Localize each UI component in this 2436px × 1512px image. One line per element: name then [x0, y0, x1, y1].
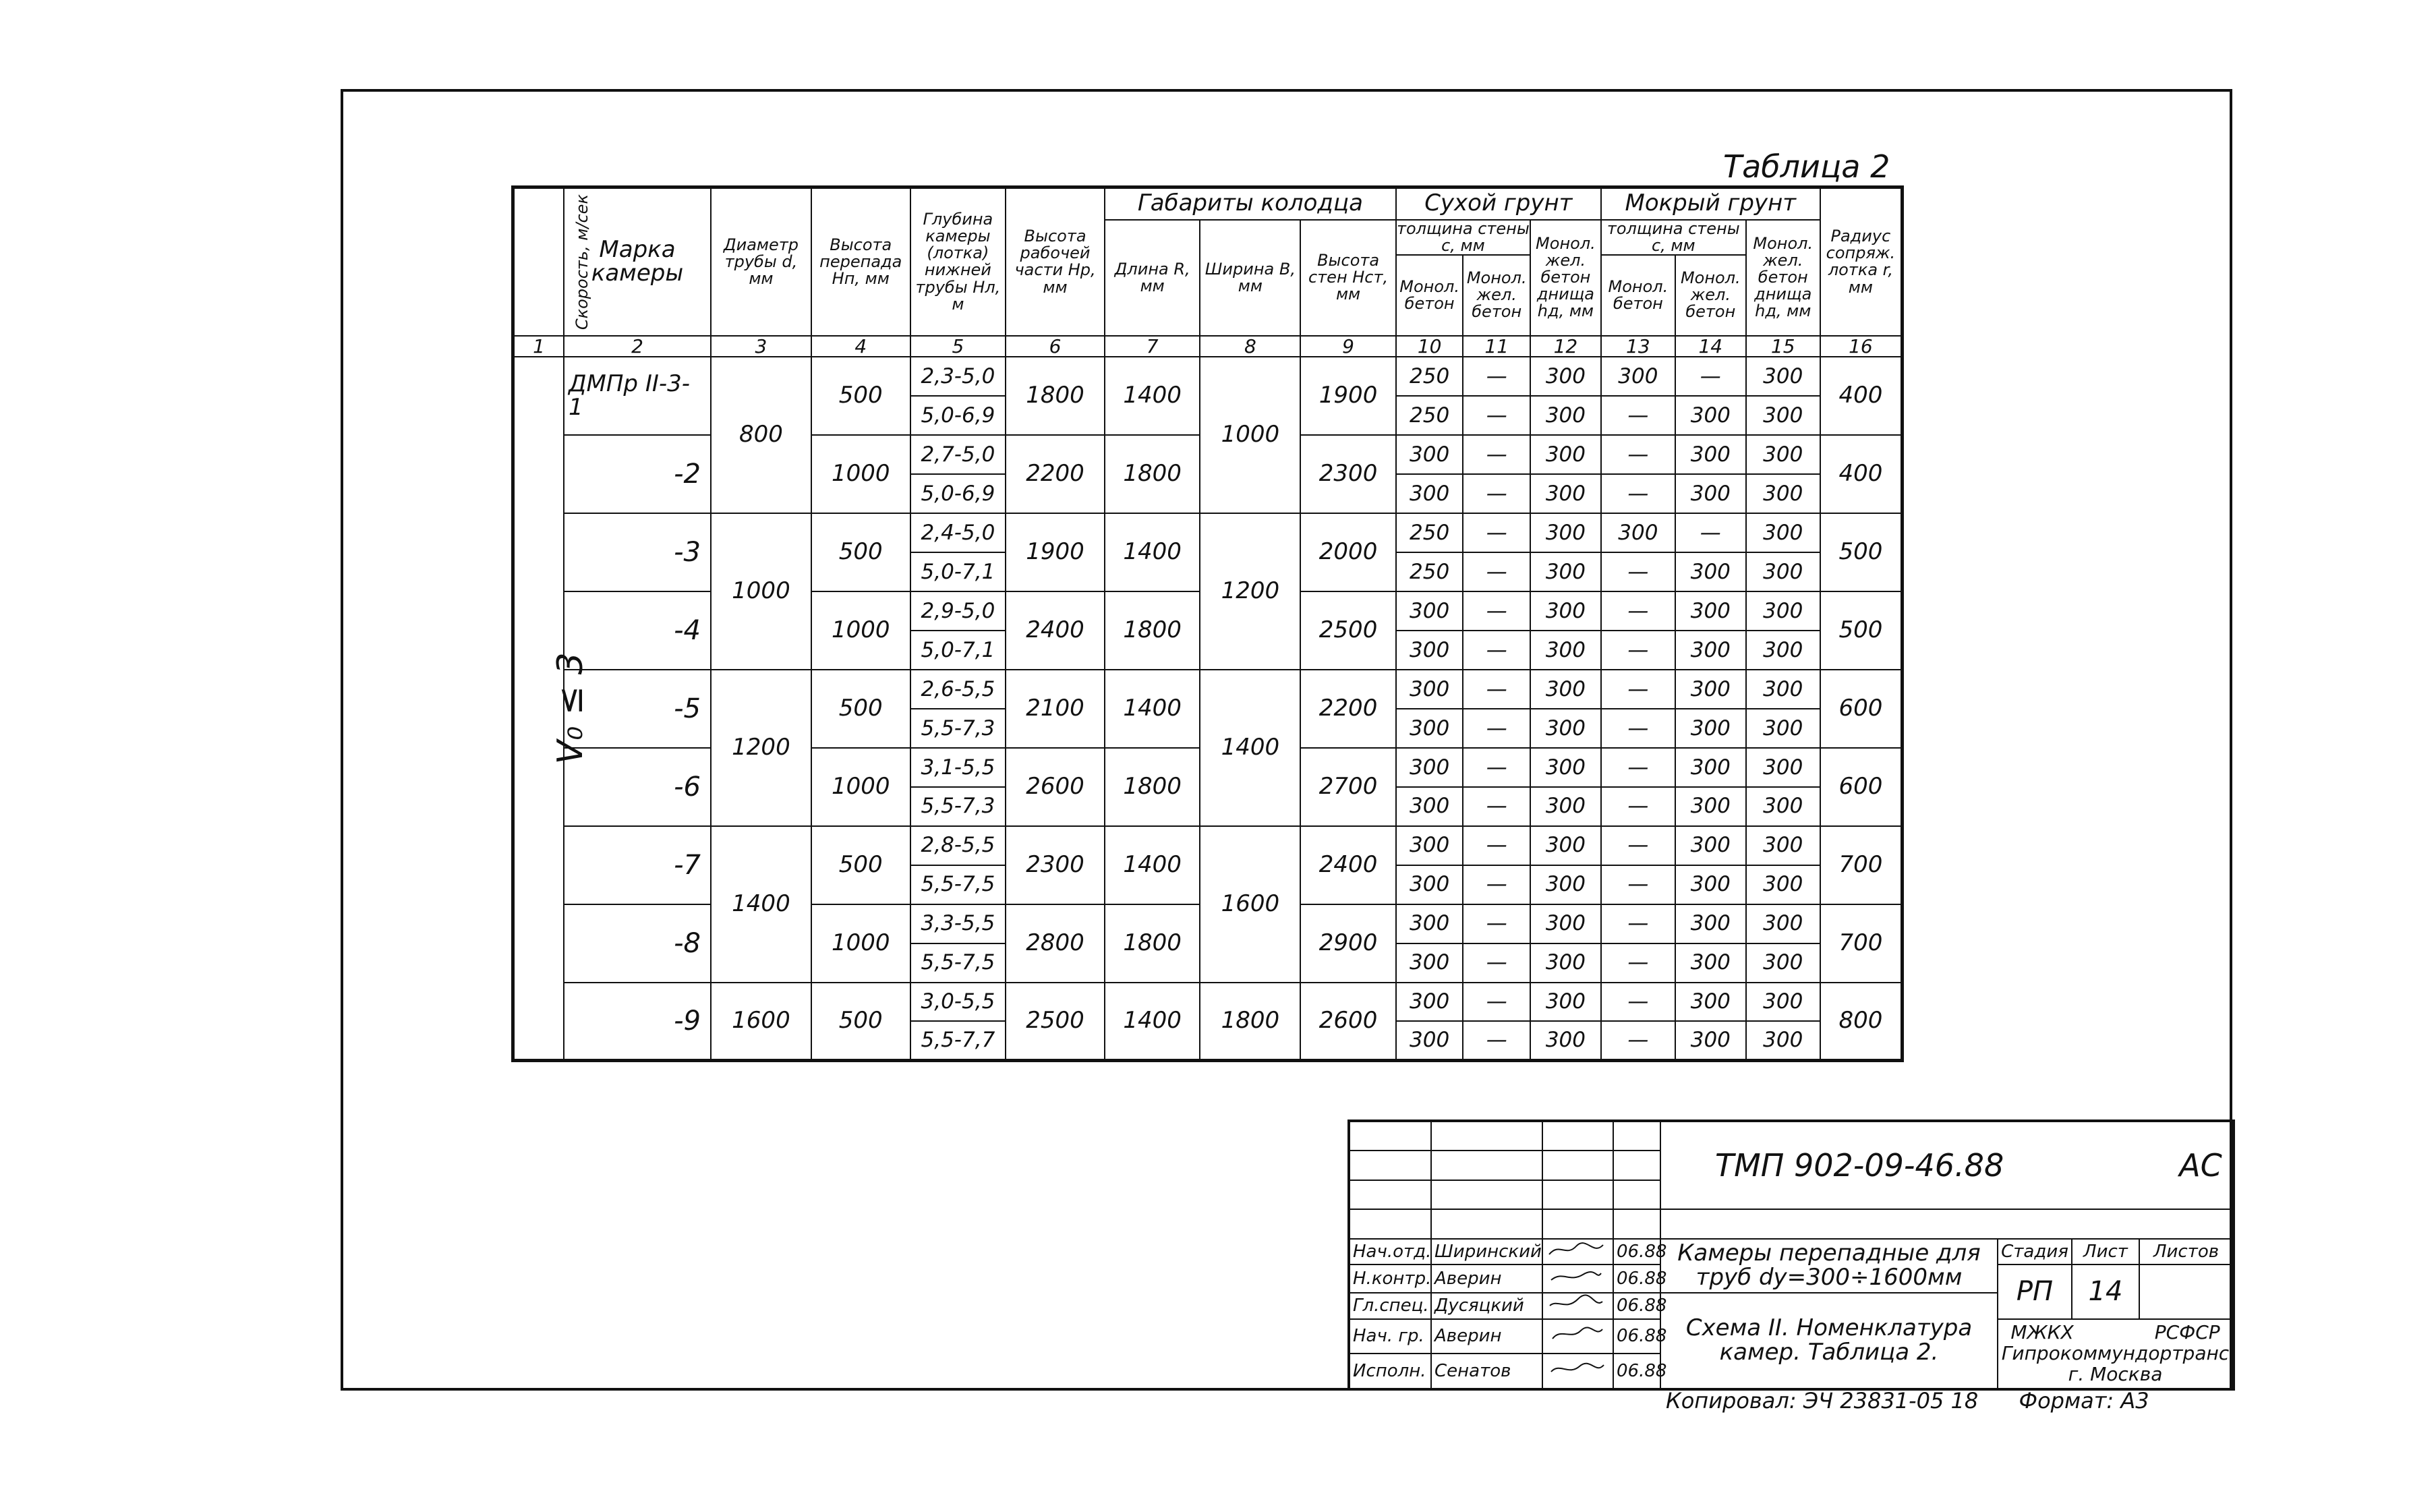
date-1: 06.88 [1613, 1239, 1660, 1264]
date-2: 06.88 [1613, 1264, 1660, 1293]
wet-soil-value: — [1601, 1021, 1675, 1060]
wet-soil-value: 300 [1746, 787, 1820, 826]
wet-soil-value: 300 [1675, 435, 1746, 474]
document-name-1: Камеры перепадные для труб dy=300÷1600мм [1660, 1239, 1998, 1293]
signature-3 [1542, 1293, 1613, 1318]
work-height: 2500 [1006, 983, 1105, 1061]
wet-soil-value: 300 [1746, 904, 1820, 943]
wet-soil-value: — [1601, 787, 1675, 826]
sheets-header: Листов [2139, 1239, 2234, 1264]
dry-soil-value: — [1463, 474, 1530, 513]
camera-mark: -3 [564, 513, 711, 591]
dry-soil-value: 300 [1530, 552, 1601, 591]
wet-soil-value: 300 [1746, 631, 1820, 670]
work-height: 2100 [1006, 670, 1105, 748]
wet-soil-value: 300 [1746, 1021, 1820, 1060]
tray-depth: 5,0-6,9 [910, 396, 1006, 435]
well-length: 1400 [1105, 357, 1200, 435]
tray-depth: 5,0-6,9 [910, 474, 1006, 513]
well-length: 1400 [1105, 983, 1200, 1061]
dry-soil-value: 300 [1530, 357, 1601, 396]
name-1: Ширинский [1431, 1239, 1542, 1264]
role-4: Нач. гр. [1349, 1319, 1431, 1354]
wet-soil-value: — [1601, 983, 1675, 1022]
wall-height: 2600 [1300, 983, 1396, 1061]
well-width: 1600 [1200, 826, 1300, 983]
header-dry-concrete: Монол. бетон [1396, 255, 1463, 336]
footer [1666, 1388, 2149, 1414]
tray-depth: 5,0-7,1 [910, 552, 1006, 591]
header-width: Ширина В, мм [1200, 220, 1300, 336]
pipe-diameter: 800 [711, 357, 811, 513]
wet-soil-value: 300 [1746, 591, 1820, 631]
dry-soil-value: 300 [1530, 943, 1601, 983]
dry-soil-value: — [1463, 787, 1530, 826]
tray-depth: 2,9-5,0 [910, 591, 1006, 631]
wet-soil-value: — [1675, 357, 1746, 396]
copied-by: Копировал: ЭЧ 23831-05 18 [1666, 1388, 1979, 1414]
header-radius: Радиус сопряж. лотка r, мм [1820, 187, 1903, 336]
work-height: 1800 [1006, 357, 1105, 435]
drop-height: 500 [811, 670, 910, 748]
date-3: 06.88 [1613, 1293, 1660, 1318]
dry-soil-value: 300 [1530, 591, 1601, 631]
tray-radius: 600 [1820, 670, 1903, 748]
well-length: 1800 [1105, 591, 1200, 670]
wet-soil-value: 300 [1675, 396, 1746, 435]
header-dry-soil: Сухой грунт [1396, 187, 1601, 220]
well-width: 1400 [1200, 670, 1300, 826]
document-name-2: Схема II. Номенклатура камер. Таблица 2. [1660, 1293, 1998, 1389]
tray-depth: 2,3-5,0 [910, 357, 1006, 396]
date-5: 06.88 [1613, 1354, 1660, 1389]
drop-height: 500 [811, 513, 910, 591]
role-3: Гл.спец. [1349, 1293, 1431, 1318]
format-label: Формат: А3 [2019, 1388, 2149, 1414]
signature-5 [1542, 1354, 1613, 1389]
tray-depth: 5,5-7,3 [910, 787, 1006, 826]
header-depth: Глубина камеры (лотка) нижней трубы Нл, м [910, 187, 1006, 336]
wall-height: 2500 [1300, 591, 1396, 670]
header-mark: Марка камеры [564, 187, 711, 336]
wet-soil-value: 300 [1746, 826, 1820, 865]
camera-mark: -2 [564, 435, 711, 513]
role-1: Нач.отд. [1349, 1239, 1431, 1264]
table-row [513, 357, 1903, 396]
dry-soil-value: — [1463, 983, 1530, 1022]
wet-soil-value: — [1601, 552, 1675, 591]
work-height: 2200 [1006, 435, 1105, 513]
wet-soil-value: 300 [1675, 865, 1746, 904]
table-row [513, 983, 1903, 1022]
organization: МЖКХ РСФСР Гипрокоммундортранс г. Москва [1998, 1319, 2234, 1389]
wet-soil-value: — [1601, 631, 1675, 670]
tray-radius: 500 [1820, 591, 1903, 670]
stage-value: РП [1998, 1264, 2072, 1318]
tray-depth: 5,0-7,1 [910, 631, 1006, 670]
dry-soil-value: — [1463, 670, 1530, 709]
tray-depth: 2,8-5,5 [910, 826, 1006, 865]
wet-soil-value: 300 [1675, 787, 1746, 826]
dry-soil-value: 250 [1396, 396, 1463, 435]
wet-soil-value: — [1601, 943, 1675, 983]
wet-soil-value: 300 [1675, 631, 1746, 670]
role-2: Н.контр. [1349, 1264, 1431, 1293]
camera-mark: ДМПр II-3-1 [564, 357, 711, 435]
dry-soil-value: 300 [1396, 787, 1463, 826]
header-wet-wall-thickness: толщина стены с, мм [1601, 220, 1746, 255]
tray-depth: 5,5-7,5 [910, 943, 1006, 983]
well-length: 1800 [1105, 904, 1200, 983]
dry-soil-value: 300 [1396, 748, 1463, 787]
wet-soil-value: — [1601, 591, 1675, 631]
wet-soil-value: 300 [1675, 1021, 1746, 1060]
wall-height: 2900 [1300, 904, 1396, 983]
stage-header: Стадия [1998, 1239, 2072, 1264]
table-row [513, 670, 1903, 709]
dry-soil-value: 300 [1530, 435, 1601, 474]
dry-soil-value: — [1463, 826, 1530, 865]
tray-depth: 2,7-5,0 [910, 435, 1006, 474]
dry-soil-value: — [1463, 748, 1530, 787]
tray-depth: 5,5-7,7 [910, 1021, 1006, 1060]
dry-soil-value: 300 [1530, 513, 1601, 552]
camera-mark: -7 [564, 826, 711, 904]
work-height: 2600 [1006, 748, 1105, 826]
signature-1 [1542, 1239, 1613, 1264]
dry-soil-value: — [1463, 552, 1530, 591]
wet-soil-value: — [1601, 435, 1675, 474]
wall-height: 2700 [1300, 748, 1396, 826]
title-block [1347, 1120, 2235, 1391]
dry-soil-value: — [1463, 591, 1530, 631]
pipe-diameter: 1000 [711, 513, 811, 670]
wall-height: 1900 [1300, 357, 1396, 435]
tray-radius: 600 [1820, 748, 1903, 826]
wet-soil-value: 300 [1675, 670, 1746, 709]
wet-soil-value: 300 [1675, 474, 1746, 513]
wet-soil-value: — [1601, 865, 1675, 904]
pipe-diameter: 1200 [711, 670, 811, 826]
header-diameter: Диаметр трубы d, мм [711, 187, 811, 336]
dry-soil-value: 300 [1396, 591, 1463, 631]
table-row [513, 826, 1903, 865]
well-length: 1400 [1105, 513, 1200, 591]
wet-soil-value: 300 [1746, 709, 1820, 748]
drop-height: 1000 [811, 904, 910, 983]
wet-soil-value: 300 [1746, 748, 1820, 787]
well-width: 1000 [1200, 357, 1300, 513]
dry-soil-value: — [1463, 904, 1530, 943]
dry-soil-value: 250 [1396, 513, 1463, 552]
work-height: 2800 [1006, 904, 1105, 983]
wet-soil-value: — [1601, 904, 1675, 943]
wet-soil-value: 300 [1675, 943, 1746, 983]
work-height: 2300 [1006, 826, 1105, 904]
tray-radius: 400 [1820, 435, 1903, 513]
dry-soil-value: 300 [1396, 826, 1463, 865]
header-dry-rc: Монол. жел. бетон [1463, 255, 1530, 336]
camera-mark: -9 [564, 983, 711, 1061]
wall-height: 2300 [1300, 435, 1396, 513]
well-width: 1200 [1200, 513, 1300, 670]
well-length: 1800 [1105, 748, 1200, 826]
wet-soil-value: — [1601, 826, 1675, 865]
header-wall-height: Высота стен Нст, мм [1300, 220, 1396, 336]
header-wet-bottom: Монол. жел. бетон днища hд, мм [1746, 220, 1820, 336]
well-length: 1800 [1105, 435, 1200, 513]
column-number-row: 1 2 3 4 5 6 7 8 9 10 11 12 13 14 15 16 [513, 336, 1903, 357]
wet-soil-value: — [1601, 709, 1675, 748]
wet-soil-value: 300 [1675, 826, 1746, 865]
wet-soil-value: — [1601, 670, 1675, 709]
camera-mark: -6 [564, 748, 711, 826]
dry-soil-value: 250 [1396, 552, 1463, 591]
dry-soil-value: — [1463, 709, 1530, 748]
sheet-header: Лист [2072, 1239, 2139, 1264]
header-wet-rc: Монол. жел. бетон [1675, 255, 1746, 336]
wall-height: 2200 [1300, 670, 1396, 748]
tray-radius: 700 [1820, 826, 1903, 904]
dry-soil-value: 300 [1396, 631, 1463, 670]
wet-soil-value: 300 [1675, 591, 1746, 631]
header-wet-concrete: Монол. бетон [1601, 255, 1675, 336]
header-drop-height: Высота перепада Нп, мм [811, 187, 910, 336]
wet-soil-value: 300 [1746, 670, 1820, 709]
dry-soil-value: 300 [1530, 787, 1601, 826]
tray-depth: 3,3-5,5 [910, 904, 1006, 943]
header-length: Длина R, мм [1105, 220, 1200, 336]
date-4: 06.88 [1613, 1319, 1660, 1354]
tray-radius: 500 [1820, 513, 1903, 591]
header-dry-wall-thickness: толщина стены с, мм [1397, 219, 1530, 255]
tray-depth: 3,0-5,5 [910, 983, 1006, 1022]
dry-soil-value: 300 [1396, 943, 1463, 983]
camera-mark: -8 [564, 904, 711, 983]
header-speed: Скорость, м/сек [513, 187, 564, 336]
wet-soil-value: 300 [1746, 552, 1820, 591]
dry-soil-value: 300 [1396, 474, 1463, 513]
pipe-diameter: 1400 [711, 826, 811, 983]
wet-soil-value: 300 [1675, 983, 1746, 1022]
header-dimensions: Габариты колодца [1105, 187, 1396, 220]
dry-soil-value: — [1463, 1021, 1530, 1060]
tray-depth: 2,4-5,0 [910, 513, 1006, 552]
dry-soil-value: 300 [1530, 474, 1601, 513]
dry-soil-value: 300 [1396, 1021, 1463, 1060]
dry-soil-value: 300 [1530, 396, 1601, 435]
wet-soil-value: 300 [1746, 435, 1820, 474]
dry-soil-value: 300 [1396, 865, 1463, 904]
wet-soil-value: 300 [1601, 357, 1675, 396]
wet-soil-value: 300 [1746, 396, 1820, 435]
dry-soil-value: 300 [1530, 709, 1601, 748]
dry-soil-value: 300 [1530, 1021, 1601, 1060]
dry-soil-value: 300 [1530, 865, 1601, 904]
wall-height: 2000 [1300, 513, 1396, 591]
table-caption: Таблица 2 [1723, 148, 1890, 185]
dry-soil-value: — [1463, 357, 1530, 396]
well-length: 1400 [1105, 826, 1200, 904]
tray-radius: 700 [1820, 904, 1903, 983]
wet-soil-value: 300 [1746, 474, 1820, 513]
wet-soil-value: 300 [1675, 904, 1746, 943]
wet-soil-value: — [1675, 513, 1746, 552]
header-dry-bottom: Монол. жел. бетон днища hд, мм [1530, 220, 1601, 336]
tray-radius: 800 [1820, 983, 1903, 1061]
dry-soil-value: — [1463, 865, 1530, 904]
dry-soil-value: — [1463, 396, 1530, 435]
dry-soil-value: 300 [1396, 709, 1463, 748]
dry-soil-value: — [1463, 943, 1530, 983]
tray-depth: 3,1-5,5 [910, 748, 1006, 787]
dry-soil-value: 300 [1396, 670, 1463, 709]
wall-height: 2400 [1300, 826, 1396, 904]
dry-soil-value: 300 [1530, 983, 1601, 1022]
speed-label: V₀ ≤ 3 [550, 652, 591, 765]
wet-soil-value: 300 [1746, 865, 1820, 904]
well-width: 1800 [1200, 983, 1300, 1061]
signature-4 [1542, 1319, 1613, 1354]
name-3: Дусяцкий [1431, 1293, 1542, 1318]
drop-height: 1000 [811, 435, 910, 513]
wet-soil-value: 300 [1746, 357, 1820, 396]
work-height: 2400 [1006, 591, 1105, 670]
sheet-value: 14 [2072, 1264, 2139, 1318]
speed-cell [513, 357, 591, 1060]
name-2: Аверин [1431, 1264, 1542, 1293]
tray-depth: 2,6-5,5 [910, 670, 1006, 709]
chamber-nomenclature-table [511, 185, 1904, 1062]
dry-soil-value: 300 [1530, 904, 1601, 943]
dry-soil-value: — [1463, 435, 1530, 474]
camera-mark: -5 [564, 670, 711, 748]
tray-depth: 5,5-7,3 [910, 709, 1006, 748]
drop-height: 500 [811, 357, 910, 435]
work-height: 1900 [1006, 513, 1105, 591]
pipe-diameter: 1600 [711, 983, 811, 1061]
drop-height: 1000 [811, 591, 910, 670]
wet-soil-value: — [1601, 748, 1675, 787]
name-4: Аверин [1431, 1319, 1542, 1354]
header-wet-soil: Мокрый грунт [1601, 187, 1820, 220]
drop-height: 1000 [811, 748, 910, 826]
wet-soil-value: — [1601, 474, 1675, 513]
role-5: Исполн. [1349, 1354, 1431, 1389]
drop-height: 500 [811, 826, 910, 904]
tray-radius: 400 [1820, 357, 1903, 435]
dry-soil-value: — [1463, 513, 1530, 552]
wet-soil-value: 300 [1746, 983, 1820, 1022]
dry-soil-value: 300 [1530, 631, 1601, 670]
wet-soil-value: 300 [1675, 709, 1746, 748]
dry-soil-value: 300 [1530, 670, 1601, 709]
document-code: ТМП 902-09-46.88 АС [1660, 1121, 2234, 1209]
wet-soil-value: 300 [1675, 748, 1746, 787]
wet-soil-value: 300 [1675, 552, 1746, 591]
table-row [513, 513, 1903, 552]
name-5: Сенатов [1431, 1354, 1542, 1389]
dry-soil-value: 300 [1396, 983, 1463, 1022]
wet-soil-value: 300 [1601, 513, 1675, 552]
drop-height: 500 [811, 983, 910, 1061]
wet-soil-value: 300 [1746, 513, 1820, 552]
header-work-height: Высота рабочей части Нр, мм [1006, 187, 1105, 336]
wet-soil-value: 300 [1746, 943, 1820, 983]
dry-soil-value: 300 [1530, 748, 1601, 787]
dry-soil-value: 250 [1396, 357, 1463, 396]
wet-soil-value: — [1601, 396, 1675, 435]
signature-2 [1542, 1264, 1613, 1293]
tray-depth: 5,5-7,5 [910, 865, 1006, 904]
well-length: 1400 [1105, 670, 1200, 748]
dry-soil-value: — [1463, 631, 1530, 670]
camera-mark: -4 [564, 591, 711, 670]
dry-soil-value: 300 [1530, 826, 1601, 865]
dry-soil-value: 300 [1396, 435, 1463, 474]
dry-soil-value: 300 [1396, 904, 1463, 943]
